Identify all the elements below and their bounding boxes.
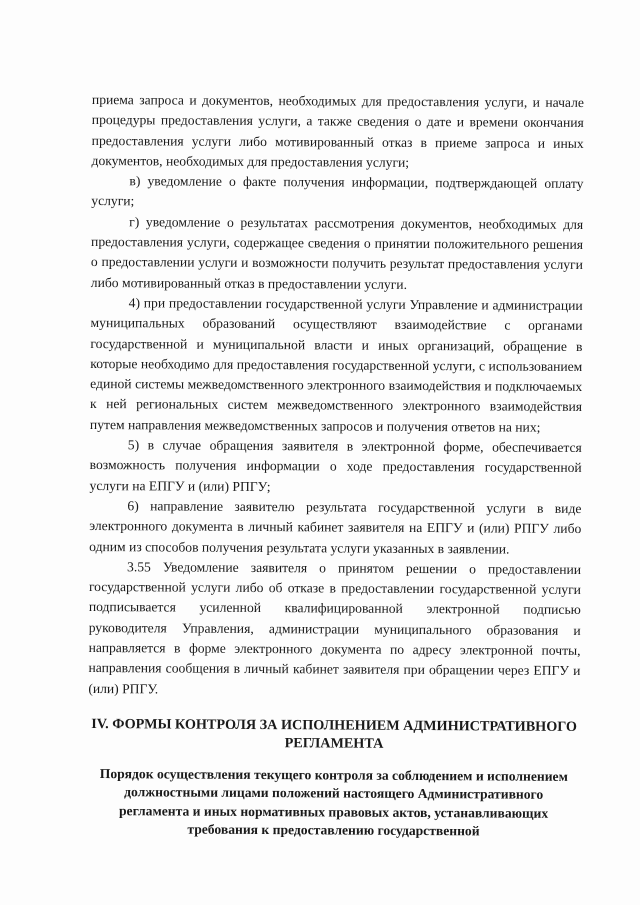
paragraph-item-5: 5) в случае обращения заявителя в электронной форме, обеспечивается возможность получения информации о ходе предоставления государственной услуги на ЕПГУ и (или) РПГУ; (89, 437, 582, 494)
subsection-heading: Порядок осуществления текущего контроля за соблюдением и исполнением должностными лицами положений настоящего Административного регламента и иных нормативных правовых актов, устанавливающих требования к предоставлению государственной (99, 765, 568, 839)
paragraph-item-4: 4) при предоставлении государственной услуги Управление и администрации муниципальных образований осуществляют взаимодействие с органами государственной и муниципальной власти и иных организаций, обращение в которые необходимо для предоставления государственной услуги, с использованием единой системы межведомственного электронного взаимодействия и подключаемых к ней региональных систем межведомственного электронного взаимодействия путем направления межведомственных запросов и получения ответов на них; (89, 295, 583, 435)
paragraph-item-g: г) уведомление о результатах рассмотрения документов, необходимых для предоставления услуги, содержащее сведения о принятии положительного решения о предоставлении услуги и возможности получить результат предоставления услуги либо мотивированный отказ в предоставлении услуги. (90, 214, 584, 292)
section-heading: IV. ФОРМЫ КОНТРОЛЯ ЗА ИСПОЛНЕНИЕМ АДМИНИСТРАТИВНОГО РЕГЛАМЕНТА (91, 715, 578, 752)
paragraph-3-55: 3.55 Уведомление заявителя о принятом решении о предоставлении государственной услуги либо об отказе в предоставлении государственной услуги подписывается усиленной квалифицированной электронной подписью руководителя Управления, администрации муниципального образования и направляется в форме электронного документа по адресу электронной почты, направления сообщения в личный кабинет заявителя при обращении через ЕПГУ и (или) РПГУ. (88, 559, 582, 697)
paragraph-item-6: 6) направление заявителю результата государственной услуги в виде электронного документа в личный кабинет заявителя на ЕПГУ и (или) РПГУ либо одним из способов получения результата услуги указанных в заявлении. (89, 498, 582, 557)
document-body (87, 90, 584, 842)
paragraph-item-v: в) уведомление о факте получения информации, подтверждающей оплату услуги; (91, 173, 584, 209)
paragraph-continuation: приема запроса и документов, необходимых для предоставления услуги, и начале процедуры предоставления услуги, а также сведения о дате и времени окончания предоставления услуги либо мотивированный отказ в приеме запроса и иных документов, необходимых для предоставления услуги; (91, 91, 584, 170)
